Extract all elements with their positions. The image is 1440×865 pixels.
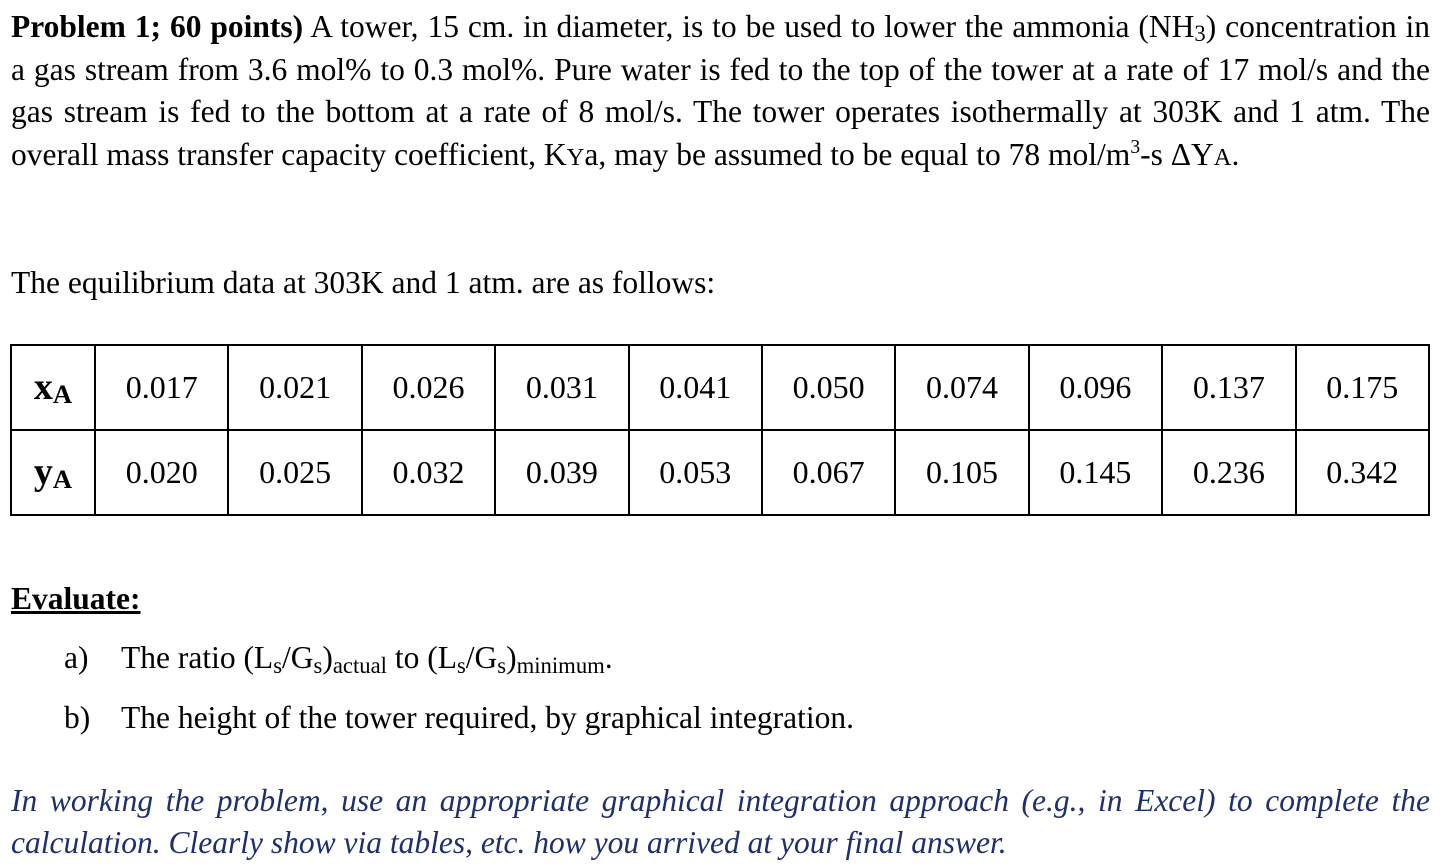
table-cell: 0.137 [1162, 345, 1295, 430]
table-cell: 0.020 [95, 430, 228, 515]
item-b-text: The height of the tower required, by graphical integration. [121, 700, 854, 735]
problem-text-3: a, may be assumed to be equal to 78 mol/m [584, 136, 1131, 172]
table-cell: 0.342 [1296, 430, 1429, 515]
item-b-label: b) [64, 700, 91, 735]
actual-subscript: actual [332, 652, 387, 678]
table-cell: 0.175 [1296, 345, 1429, 430]
table-cell: 0.017 [95, 345, 228, 430]
item-a-text: /G [465, 640, 498, 675]
table-cell: 0.096 [1029, 345, 1162, 430]
table-cell: 0.039 [495, 430, 628, 515]
item-a-text: The ratio (L [121, 640, 274, 675]
problem-text-4: -s ΔY [1140, 136, 1214, 172]
y-symbol: y [33, 451, 53, 493]
equilibrium-intro: The equilibrium data at 303K and 1 atm. are as follows: [11, 265, 716, 300]
table-row-y [11, 430, 1429, 515]
y-subscript: A [52, 463, 73, 494]
item-a-sub: s [456, 652, 466, 678]
table-cell: 0.067 [762, 430, 895, 515]
evaluate-heading: Evaluate: [11, 581, 141, 616]
table-cell: 0.074 [895, 345, 1028, 430]
item-a-label: a) [64, 640, 89, 675]
row-header-y [11, 430, 95, 515]
table-cell: 0.031 [495, 345, 628, 430]
item-a-text: ) [322, 640, 333, 675]
problem-text-2: ) concentration in a gas stream from 3.6 mol% to 0.3 mol%. Pure water is fed to the top of the tower at a rate of 17 mol/s and the gas stream is fed to the bottom at a rate of 8 mol/s. The tower operates isothermally at 303K and 1 atm. The overall mass transfer capacity coefficient, K [11, 9, 1430, 172]
item-a-text: to (L [386, 640, 457, 675]
item-a-sub: s [273, 652, 283, 678]
table-row-x [11, 345, 1429, 430]
item-a-sub: s [497, 652, 507, 678]
problem-text-1: A tower, 15 cm. in diameter, is to be used to lower the ammonia (NH [303, 9, 1195, 44]
minimum-subscript: minimum [516, 652, 605, 678]
table-cell: 0.236 [1162, 430, 1295, 515]
item-a-text: . [604, 640, 613, 675]
table-cell: 0.145 [1029, 430, 1162, 515]
table-cell: 0.025 [228, 430, 361, 515]
x-subscript: A [52, 378, 73, 409]
table-cell: 0.026 [362, 345, 495, 430]
item-a-text: /G [282, 640, 314, 675]
table-cell: 0.021 [228, 345, 361, 430]
row-header-x [11, 345, 95, 430]
table-cell: 0.032 [362, 430, 495, 515]
problem-heading: Problem 1; 60 points) [11, 9, 304, 44]
ya-subscript: A [1213, 143, 1232, 171]
problem-text-5: . [1231, 136, 1240, 172]
equilibrium-table [10, 344, 1430, 516]
item-a-sub: s [313, 652, 323, 678]
item-a-text: ) [506, 640, 517, 675]
m3-superscript: 3 [1130, 136, 1141, 158]
table-cell: 0.105 [895, 430, 1028, 515]
table-cell: 0.053 [629, 430, 762, 515]
k-subscript: Y [566, 143, 585, 171]
list-item-b [64, 697, 854, 739]
table-cell: 0.050 [762, 345, 895, 430]
list-item-a [64, 637, 613, 679]
table-cell: 0.041 [629, 345, 762, 430]
instruction-note: In working the problem, use an appropriate graphical integration approach (e.g., in Excel) to complete the calculation. Clearly show via tables, etc. how you arrived at your final answer. [11, 783, 1430, 860]
problem-statement [11, 6, 1430, 179]
x-symbol: x [33, 366, 53, 408]
nh3-subscript: 3 [1194, 21, 1206, 47]
